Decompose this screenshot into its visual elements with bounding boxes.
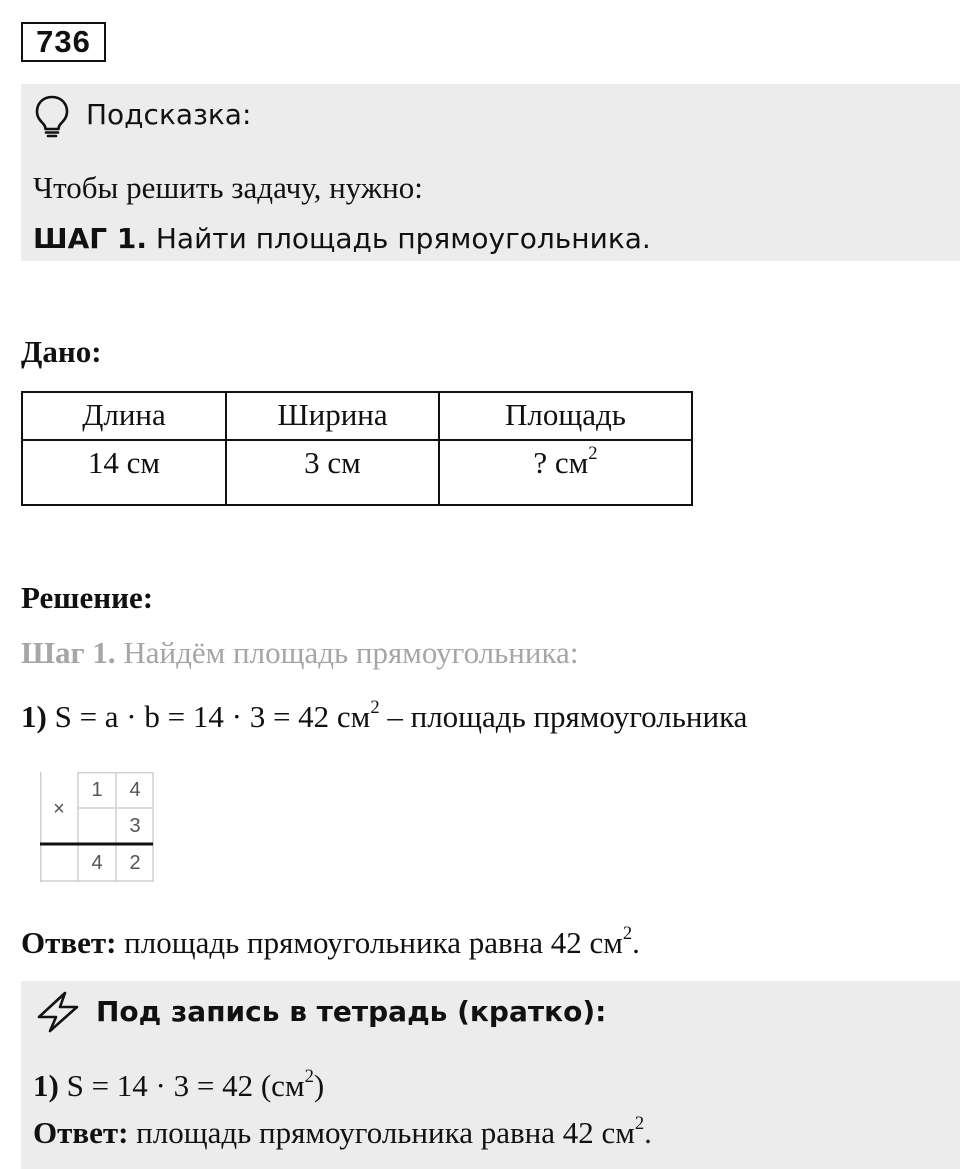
value-length: 14 см bbox=[22, 440, 226, 505]
notes-formula-end: ) bbox=[313, 1068, 325, 1103]
calc-result-digit: 4 bbox=[91, 852, 103, 874]
answer-text: площадь прямоугольника равна 42 см bbox=[116, 925, 623, 960]
notes-line-number: 1) bbox=[33, 1068, 59, 1103]
value-area bbox=[439, 440, 692, 505]
solution-step-label: Шаг 1. bbox=[21, 635, 116, 670]
solution-formula-exponent: 2 bbox=[370, 697, 380, 719]
solution-formula-start: S = a · b = 14 · 3 = 42 см bbox=[54, 699, 371, 734]
solution-formula bbox=[21, 699, 747, 735]
calc-result-digit: 2 bbox=[129, 852, 141, 874]
answer bbox=[21, 925, 640, 961]
calc-operator: × bbox=[53, 798, 65, 820]
calc-multiplicand-digit: 1 bbox=[91, 779, 103, 801]
value-width: 3 см bbox=[226, 440, 439, 505]
solution-heading: Решение: bbox=[21, 580, 154, 615]
header-width: Ширина bbox=[226, 392, 439, 440]
hint-step bbox=[33, 221, 651, 257]
calc-multiplicand-digit: 4 bbox=[129, 779, 141, 801]
answer-end: . bbox=[632, 925, 640, 960]
value-area-exponent: 2 bbox=[588, 443, 598, 465]
lightbulb-icon bbox=[33, 94, 71, 138]
notes-formula-exponent: 2 bbox=[304, 1066, 314, 1088]
notes-formula bbox=[33, 1068, 324, 1104]
table-row bbox=[22, 440, 692, 505]
header-length: Длина bbox=[22, 392, 226, 440]
notes-answer bbox=[33, 1115, 652, 1151]
notes-title: Под запись в тетрадь (кратко): bbox=[96, 995, 607, 1028]
notes-answer-exponent: 2 bbox=[634, 1113, 645, 1135]
hint-step-label: ШАГ 1. bbox=[33, 222, 147, 255]
given-table bbox=[21, 391, 693, 506]
answer-label: Ответ: bbox=[21, 925, 117, 960]
notes-answer-end: . bbox=[644, 1115, 652, 1150]
hint-intro: Чтобы решить задачу, нужно: bbox=[33, 170, 423, 205]
value-area-text: ? см bbox=[533, 445, 589, 480]
notes-answer-label: Ответ: bbox=[33, 1115, 129, 1150]
notes-answer-text: площадь прямоугольника равна 42 см bbox=[128, 1115, 635, 1150]
lightning-icon bbox=[34, 990, 82, 1034]
solution-step bbox=[21, 635, 578, 671]
hint-step-text: Найти площадь прямоугольника. bbox=[155, 222, 651, 255]
task-number: 736 bbox=[21, 22, 106, 62]
answer-exponent: 2 bbox=[622, 923, 633, 945]
hint-title: Подсказка: bbox=[86, 98, 252, 131]
solution-formula-end: – площадь прямоугольника bbox=[379, 699, 748, 734]
header-area: Площадь bbox=[439, 392, 692, 440]
notes-formula-start: S = 14 · 3 = 42 (см bbox=[58, 1068, 305, 1103]
given-heading: Дано: bbox=[21, 334, 102, 369]
calc-multiplier-digit: 3 bbox=[129, 815, 141, 837]
solution-step-text: Найдём площадь прямоугольника: bbox=[123, 635, 579, 670]
table-header-row bbox=[22, 392, 692, 440]
solution-line-number: 1) bbox=[21, 699, 47, 734]
